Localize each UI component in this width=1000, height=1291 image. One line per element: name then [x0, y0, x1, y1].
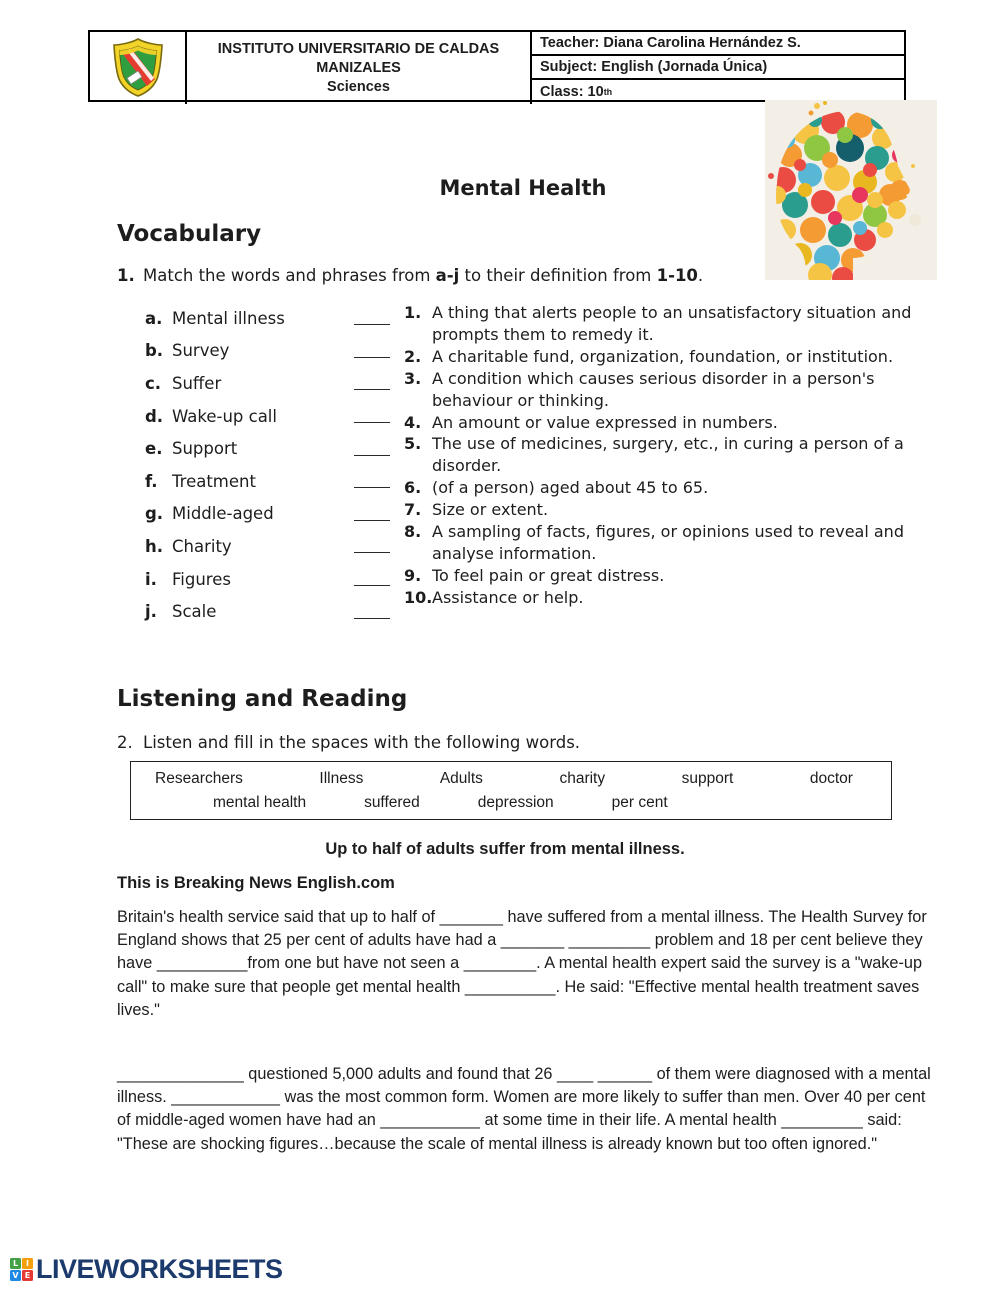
- word-list: [145, 302, 390, 628]
- vocab-word-row: [145, 302, 390, 335]
- word-text: Scale: [172, 602, 217, 622]
- instruction-2-text: Listen and fill in the spaces with the following words.: [143, 733, 581, 752]
- vocab-word-row: [145, 335, 390, 368]
- definition-text: To feel pain or great distress.: [432, 565, 665, 585]
- vocab-word-row: [145, 400, 390, 433]
- word-bank-item: Researchers: [155, 770, 243, 787]
- matching-exercise: [145, 302, 935, 628]
- definition-number: 8.: [404, 522, 422, 542]
- institution-line2: MANIZALES: [316, 59, 401, 76]
- word-bank-item: suffered: [364, 794, 420, 811]
- answer-blank[interactable]: [354, 507, 390, 521]
- brand-name: LIVEWORKSHEETS: [36, 1254, 283, 1284]
- word-text: Charity: [172, 536, 232, 556]
- definition-text: The use of medicines, surgery, etc., in curing a person of a disorder.: [432, 434, 904, 476]
- definition-number: 10.: [404, 587, 433, 607]
- vocab-word-row: [145, 367, 390, 400]
- section-heading-listening: Listening and Reading: [117, 686, 408, 712]
- word-bank-item: Adults: [439, 770, 483, 787]
- word-text: Treatment: [172, 471, 256, 491]
- instruction-1: [117, 266, 703, 285]
- header-table: [88, 30, 906, 102]
- definition-text: A thing that alerts people to an unsatisfactory situation and prompts them to remedy it.: [432, 303, 912, 344]
- definition-number: 6.: [404, 478, 422, 498]
- instruction-1-number: 1.: [117, 266, 135, 285]
- definition-text: A charitable fund, organization, foundation, or institution.: [432, 346, 894, 366]
- answer-blank[interactable]: [354, 605, 390, 619]
- word-text: Survey: [172, 341, 230, 361]
- subject-cell: Subject: English (Jornada Única): [532, 56, 904, 80]
- answer-blank[interactable]: [354, 311, 390, 325]
- word-bank-item: doctor: [809, 770, 853, 787]
- article-paragraph-2: ______________ questioned 5,000 adults and found that 26 ____ ______ of them were diagnosed with a mental illness. ____________ was the most common form. Women are more likely to suffer than men. Over 40 per cent of middle-aged women have had an ___________ at some time in their life. A mental health _________ said: "These are shocking figures…because the scale of mental illness is already known but too often ignored.": [117, 1065, 931, 1153]
- instruction-2-number: 2.: [117, 733, 133, 752]
- definition-text: Assistance or help.: [432, 587, 584, 607]
- logo-square-e: E: [22, 1270, 33, 1281]
- word-letter: b.: [145, 341, 164, 361]
- answer-blank[interactable]: [354, 474, 390, 488]
- definition-item: [404, 346, 932, 368]
- definition-number: 1.: [404, 303, 422, 322]
- definition-number: 5.: [404, 434, 422, 454]
- word-text: Suffer: [172, 373, 222, 393]
- word-text: Middle-aged: [172, 504, 274, 524]
- page-title: Mental Health: [439, 176, 607, 200]
- vocab-word-row: [145, 432, 390, 465]
- word-text: Support: [172, 439, 238, 459]
- institution-line1: INSTITUTO UNIVERSITARIO DE CALDAS: [217, 40, 500, 57]
- answer-blank[interactable]: [354, 572, 390, 586]
- answer-blank[interactable]: [354, 539, 390, 553]
- word-letter: g.: [145, 504, 164, 524]
- school-crest-cell: [90, 32, 187, 104]
- instruction-2: [117, 733, 580, 752]
- definition-text: (of a person) aged about 45 to 65.: [432, 478, 709, 498]
- word-letter: i.: [145, 569, 157, 589]
- class-label: Class: 10: [540, 84, 604, 100]
- answer-blank[interactable]: [354, 376, 390, 390]
- word-letter: d.: [145, 406, 164, 426]
- word-bank-item: mental health: [213, 794, 307, 811]
- liveworksheets-logo-icon: [10, 1258, 33, 1281]
- vocab-word-row: [145, 498, 390, 531]
- answer-blank[interactable]: [354, 442, 390, 456]
- word-letter: e.: [145, 439, 163, 459]
- teacher-cell: Teacher: Diana Carolina Hernández S.: [532, 32, 904, 56]
- vocab-word-row: [145, 530, 390, 563]
- logo-square-i: I: [22, 1258, 33, 1269]
- section-heading-vocabulary: Vocabulary: [117, 221, 262, 247]
- logo-square-l: L: [10, 1258, 21, 1269]
- word-bank-row-2: [131, 788, 891, 812]
- word-bank-box: [130, 761, 892, 820]
- definition-number: 9.: [404, 565, 422, 585]
- institution-line3: Sciences: [327, 78, 390, 95]
- answer-blank[interactable]: [354, 344, 390, 358]
- class-ordinal-suffix: th: [603, 87, 613, 97]
- instruction-1-text: Match the words and phrases from a-j to their definition from 1-10.: [143, 266, 704, 285]
- definition-list: [404, 302, 932, 628]
- definition-text: A sampling of facts, figures, or opinions used to reveal and analyse information.: [432, 522, 904, 563]
- definition-item: [404, 302, 932, 346]
- definition-item: [404, 587, 932, 609]
- definition-text: Size or extent.: [432, 500, 549, 520]
- definition-number: 4.: [404, 412, 422, 432]
- definition-text: A condition which causes serious disorder in a person's behaviour or thinking.: [432, 368, 875, 410]
- definition-item: [404, 412, 932, 434]
- word-letter: h.: [145, 536, 164, 556]
- definition-item: [404, 368, 932, 412]
- institution-name: [187, 32, 532, 104]
- definition-item: [404, 521, 932, 565]
- word-bank-item: per cent: [611, 794, 668, 811]
- word-text: Mental illness: [172, 308, 285, 328]
- definition-text: An amount or value expressed in numbers.: [432, 412, 778, 432]
- article-title: Up to half of adults suffer from mental illness.: [325, 840, 685, 858]
- article-source-line: This is Breaking News English.com: [117, 874, 395, 892]
- word-bank-item: Illness: [319, 770, 364, 787]
- definition-number: 3.: [404, 368, 422, 388]
- word-text: Figures: [172, 569, 231, 589]
- definition-item: [404, 499, 932, 521]
- logo-square-v: V: [10, 1270, 21, 1281]
- vocab-word-row: [145, 595, 390, 628]
- definition-item: [404, 433, 932, 477]
- definition-number: 7.: [404, 500, 422, 520]
- school-crest-logo: [109, 37, 167, 99]
- word-bank-item: depression: [477, 794, 554, 811]
- word-letter: j.: [145, 602, 157, 622]
- word-letter: c.: [145, 373, 162, 393]
- liveworksheets-brand: [10, 1254, 283, 1285]
- vocab-word-row: [145, 465, 390, 498]
- definition-item: [404, 477, 932, 499]
- article-paragraph-1: Britain's health service said that up to half of _______ have suffered from a mental illness. The Health Survey for England shows that 25 per cent of adults have had a _______ _________ problem and 18 per cent believe they have __________from one but have not seen a ________. A mental health expert said the survey is a "wake-up call" to make sure that people get mental health __________. He said: "Effective mental health treatment saves lives.": [117, 908, 927, 1019]
- definition-number: 2.: [404, 346, 422, 366]
- definition-item: [404, 565, 932, 587]
- answer-blank[interactable]: [354, 409, 390, 423]
- word-letter: f.: [145, 471, 158, 491]
- vocab-word-row: [145, 563, 390, 596]
- word-bank-item: support: [681, 770, 734, 787]
- word-bank-item: charity: [559, 770, 606, 787]
- word-bank-row-1: [131, 762, 891, 788]
- word-text: Wake-up call: [172, 406, 277, 426]
- word-letter: a.: [145, 308, 163, 328]
